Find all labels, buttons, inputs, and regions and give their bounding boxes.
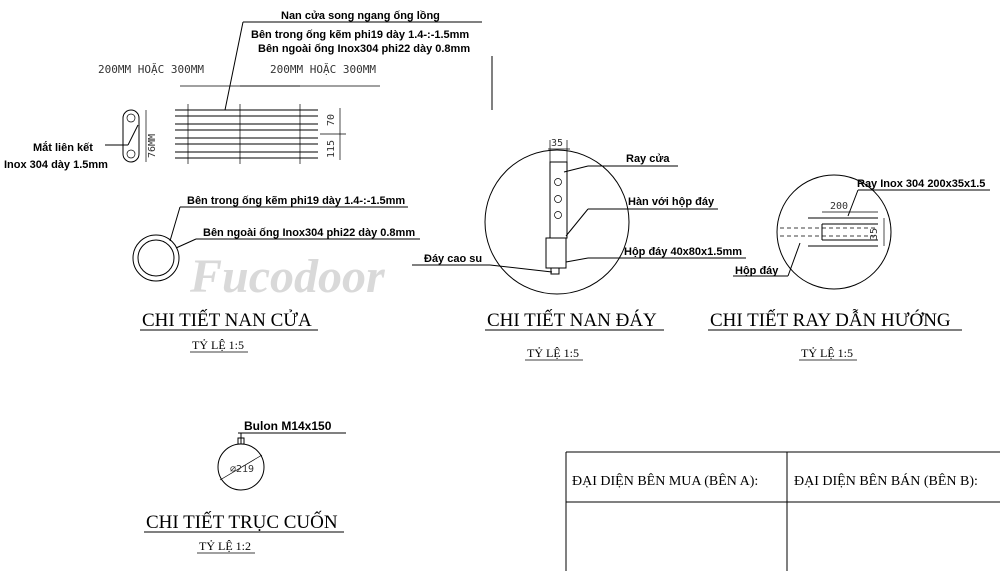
dim-right: 200MM HOẶC 300MM bbox=[270, 63, 376, 76]
nan-day-scale: TỶ LỆ 1:5 bbox=[527, 346, 579, 360]
signature-table bbox=[566, 452, 1000, 571]
nan-cua-layout bbox=[4, 10, 492, 171]
inner-pipe bbox=[138, 240, 174, 276]
outer-pipe-label: Bên ngoài ống Inox304 phi22 dày 0.8mm bbox=[258, 43, 471, 55]
link-dim: 76MM bbox=[147, 133, 158, 158]
door-rail bbox=[550, 162, 567, 238]
pitch-2: 115 bbox=[326, 139, 337, 158]
outer-pipe bbox=[133, 235, 179, 281]
nan-day-detail bbox=[412, 138, 746, 360]
truc-cuon-detail bbox=[144, 419, 346, 553]
ray-hop-day-label: Hộp đáy bbox=[735, 265, 779, 277]
ray-dan-huong-detail bbox=[708, 175, 990, 360]
buyer-label: ĐẠI DIỆN BÊN MUA (BÊN A): bbox=[572, 474, 759, 489]
ray-label: Ray Inox 304 200x35x1.5 bbox=[857, 178, 986, 190]
dim-left: 200MM HOẶC 300MM bbox=[98, 63, 204, 76]
inner-label: Bên trong ống kẽm phi19 dày 1.4-:-1.5mm bbox=[187, 195, 406, 207]
link-label-2: Inox 304 dày 1.5mm bbox=[4, 159, 108, 171]
slats bbox=[175, 104, 318, 164]
seller-label: ĐẠI DIỆN BÊN BÁN (BÊN B): bbox=[794, 474, 978, 489]
bottom-box bbox=[546, 238, 566, 268]
bulon-label: Bulon M14x150 bbox=[244, 419, 332, 433]
truc-cuon-title: CHI TIẾT TRỤC CUỐN bbox=[146, 512, 338, 533]
ray-dim-35: 35 bbox=[869, 227, 880, 240]
ray-dim-200: 200 bbox=[830, 201, 849, 212]
han-label: Hàn với hộp đáy bbox=[628, 196, 715, 208]
rubber-foot bbox=[551, 268, 559, 274]
header-label: Nan cửa song ngang ống lồng bbox=[281, 10, 440, 22]
ray-title: CHI TIẾT RAY DẪN HƯỚNG bbox=[710, 310, 951, 331]
truc-cuon-scale: TỶ LỆ 1:2 bbox=[199, 539, 251, 553]
inner-pipe-label: Bên trong ống kẽm phi19 dày 1.4-:-1.5mm bbox=[251, 29, 470, 41]
shaft-diameter: ⌀219 bbox=[230, 464, 255, 475]
nan-cua-scale: TỶ LỆ 1:5 bbox=[192, 338, 244, 352]
nan-day-title: CHI TIẾT NAN ĐÁY bbox=[487, 310, 657, 331]
link-label-1: Mắt liên kết bbox=[33, 142, 93, 154]
ray-cua-label: Ray cửa bbox=[626, 153, 670, 165]
day-cao-su-label: Đáy cao su bbox=[424, 253, 483, 265]
nan-day-dim-35: 35 bbox=[551, 138, 564, 149]
ray-scale: TỶ LỆ 1:5 bbox=[801, 346, 853, 360]
pitch-1: 70 bbox=[326, 113, 337, 126]
link-piece bbox=[123, 110, 139, 162]
outer-label: Bên ngoài ống Inox304 phi22 dày 0.8mm bbox=[203, 227, 416, 239]
hop-day-label: Hộp đáy 40x80x1.5mm bbox=[624, 246, 743, 258]
nan-day-circle bbox=[485, 150, 629, 294]
nan-cua-title: CHI TIẾT NAN CỬA bbox=[142, 310, 312, 331]
watermark: Fucodoor bbox=[190, 250, 385, 303]
